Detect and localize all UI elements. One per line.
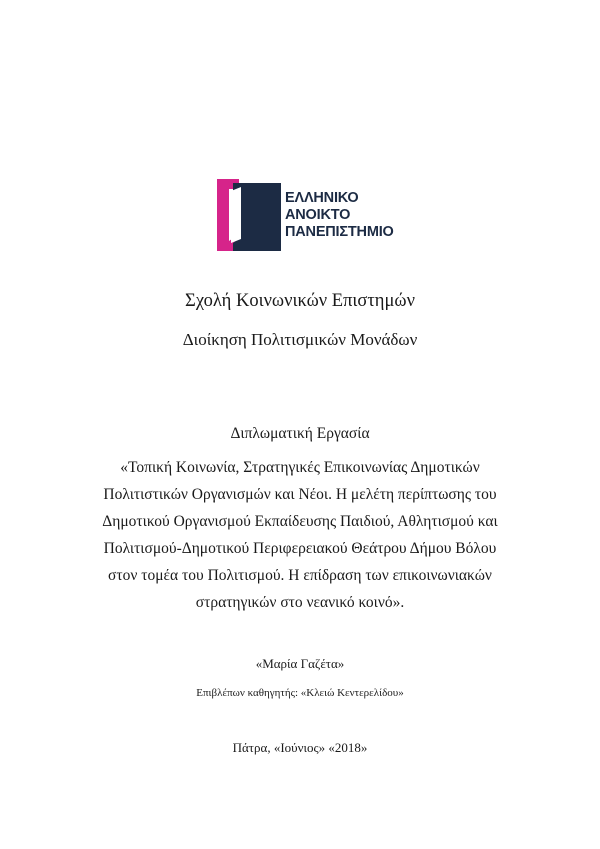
supervisor-line: Επιβλέπων καθηγητής: «Κλειώ Κεντερελίδου»	[196, 687, 404, 699]
logo-wordmark	[285, 190, 394, 241]
title-line-3: Δημοτικού Οργανισμού Εκπαίδευσης Παιδιού, Αθλητισμού και	[102, 513, 498, 530]
title-line-4: Πολιτισμού-Δημοτικού Περιφερειακού Θεάτρου Δήμου Βόλου	[103, 540, 497, 557]
logo-line-2: ΑΝΟΙΚΤΟ	[285, 207, 351, 223]
thesis-title	[0, 454, 600, 616]
university-logo	[217, 179, 407, 251]
title-line-5: στον τομέα του Πολιτισμού. Η επίδραση των επικοινωνιακών	[108, 567, 492, 584]
school-name: Σχολή Κοινωνικών Επιστημών	[185, 291, 415, 311]
title-line-2: Πολιτιστικών Οργανισμών και Νέοι. Η μελέτη περίπτωσης του	[103, 486, 497, 503]
title-line-1: «Τοπική Κοινωνία, Στρατηγικές Επικοινωνίας Δημοτικών	[120, 459, 480, 476]
logo-line-1: ΕΛΛΗΝΙΚΟ	[285, 190, 359, 206]
department-name: Διοίκηση Πολιτισμικών Μονάδων	[182, 330, 418, 349]
author-name: «Μαρία Γαζέτα»	[255, 656, 345, 671]
thesis-type: Διπλωματική Εργασία	[230, 425, 370, 442]
logo-line-3: ΠΑΝΕΠΙΣΤΗΜΙΟ	[285, 224, 394, 240]
title-line-6: στρατηγικών στο νεανικό κοινό».	[195, 594, 405, 611]
eap-book-logo-icon	[217, 179, 281, 251]
place-date: Πάτρα, «Ιούνιος» «2018»	[232, 740, 368, 755]
